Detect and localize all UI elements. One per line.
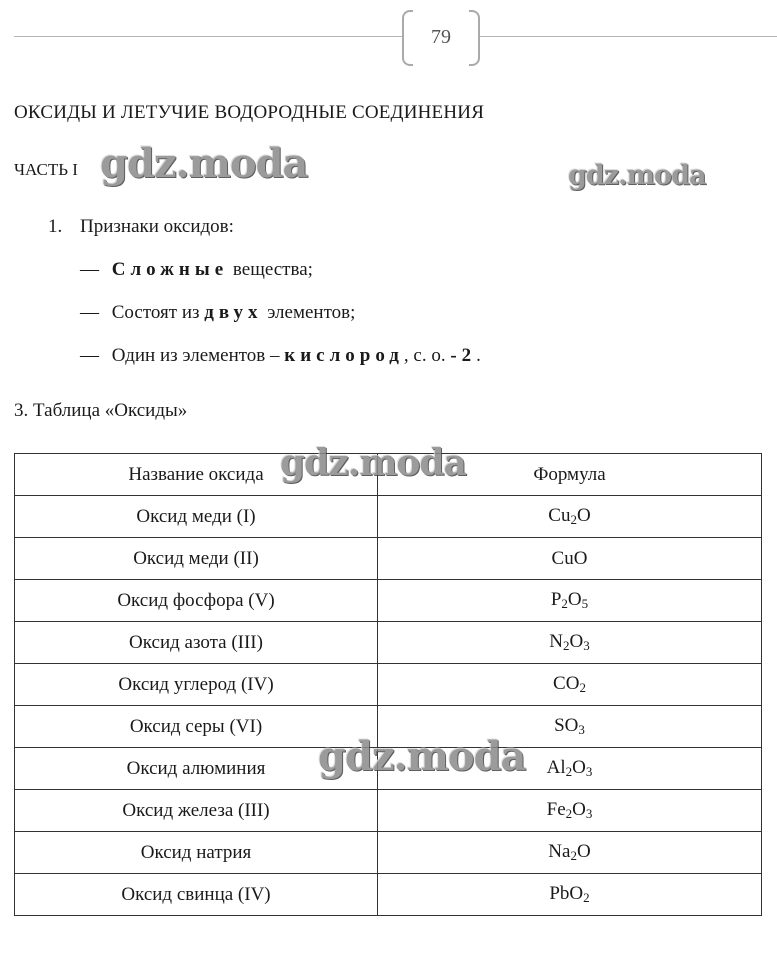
formula-symbol: CuO: [551, 547, 588, 569]
formula-subscript: 2: [565, 764, 573, 779]
answer-after: элементов;: [267, 302, 356, 323]
table-row: [15, 496, 762, 538]
answer-line-3: [80, 345, 481, 367]
formula-cell: [378, 874, 762, 916]
oxide-name-cell: Оксид меди (II): [15, 538, 378, 580]
watermark: gdz.moda: [318, 733, 526, 780]
oxide-name-cell: Оксид фосфора (V): [15, 580, 378, 622]
oxide-name-cell: Оксид свинца (IV): [15, 874, 378, 916]
formula-subscript: 3: [585, 806, 593, 821]
formula-symbol: O: [567, 589, 582, 610]
table-row: [15, 832, 762, 874]
formula-cell: [378, 622, 762, 664]
formula-subscript: 3: [583, 638, 590, 653]
watermark: gdz.moda: [280, 442, 466, 484]
formula-symbol: Fe: [546, 799, 566, 820]
oxide-name-cell: Оксид азота (III): [15, 622, 378, 664]
formula-subscript: 2: [565, 806, 573, 821]
watermark: gdz.moda: [100, 140, 308, 187]
formula-symbol: O: [572, 757, 586, 778]
section-heading: ОКСИДЫ И ЛЕТУЧИЕ ВОДОРОДНЫЕ СОЕДИНЕНИЯ: [14, 102, 485, 123]
table-row: [15, 580, 762, 622]
table-row: [15, 706, 762, 748]
table-row: [15, 622, 762, 664]
header-rule-right: [478, 36, 777, 37]
answer-tail: .: [476, 345, 481, 366]
formula-subscript: 2: [583, 890, 590, 905]
formula-subscript: 2: [563, 638, 570, 653]
table-row: [15, 790, 762, 832]
header-formula: Формула: [378, 454, 762, 496]
formula-symbol: N: [549, 631, 563, 652]
formula-cell: [378, 832, 762, 874]
oxides-table: [14, 453, 762, 916]
table-body: [15, 496, 762, 916]
oxide-name-cell: Оксид алюминия: [15, 748, 378, 790]
oxide-name-cell: Оксид серы (VI): [15, 706, 378, 748]
formula-symbol: Cu: [548, 505, 571, 526]
page-number: 79: [402, 10, 480, 64]
answer-after: вещества;: [232, 259, 313, 280]
formula-symbol: Al: [546, 757, 566, 778]
formula-subscript: 5: [581, 596, 589, 611]
dash: —: [80, 259, 99, 280]
dash: —: [80, 345, 99, 366]
table-header-row: [15, 454, 762, 496]
formula-symbol: O: [569, 631, 584, 652]
answer-before: Один из элементов –: [111, 345, 280, 366]
answer-filled: Сложные: [111, 259, 229, 280]
formula-cell: [378, 580, 762, 622]
answer-filled: двух: [204, 302, 263, 323]
formula-cell: [378, 748, 762, 790]
formula-cell: [378, 790, 762, 832]
formula-subscript: 2: [570, 848, 577, 863]
oxide-name-cell: Оксид углерод (IV): [15, 664, 378, 706]
watermark: gdz.moda: [568, 160, 706, 191]
item-1-text: Признаки оксидов:: [80, 216, 234, 237]
formula-cell: [378, 664, 762, 706]
oxide-name-cell: Оксид меди (I): [15, 496, 378, 538]
formula-subscript: 3: [585, 764, 593, 779]
table-row: [15, 748, 762, 790]
item-1-number: 1.: [48, 216, 63, 237]
formula-subscript: 2: [561, 596, 568, 611]
answer-after: , с. о.: [403, 345, 446, 366]
formula-symbol: O: [572, 799, 586, 820]
formula-symbol: O: [576, 841, 591, 862]
formula-symbol: SO: [554, 715, 579, 736]
answer-filled: кислород: [284, 345, 404, 366]
answer-before: Состоят из: [111, 302, 200, 323]
header-rule-left: [14, 36, 404, 37]
item-1: [48, 216, 234, 238]
formula-cell: [378, 538, 762, 580]
header-oxide-name: Название оксида: [15, 454, 378, 496]
table-title: 3. Таблица «Оксиды»: [14, 400, 188, 421]
oxide-name-cell: Оксид натрия: [15, 832, 378, 874]
table-row: [15, 874, 762, 916]
formula-cell: [378, 496, 762, 538]
formula-subscript: 3: [578, 722, 585, 737]
formula-cell: [378, 706, 762, 748]
formula-symbol: PbO: [549, 883, 584, 904]
table-row: [15, 664, 762, 706]
answer-line-1: [80, 259, 313, 281]
formula-symbol: P: [550, 589, 562, 610]
formula-symbol: CO: [553, 673, 580, 694]
formula-symbol: Na: [548, 841, 571, 862]
table-row: [15, 538, 762, 580]
part-label: ЧАСТЬ I: [14, 160, 78, 179]
formula-symbol: O: [576, 505, 591, 526]
dash: —: [80, 302, 99, 323]
formula-subscript: 2: [570, 512, 577, 527]
answer-filled-2: -2: [450, 345, 477, 366]
answer-line-2: [80, 302, 355, 324]
formula-subscript: 2: [579, 680, 586, 695]
oxide-name-cell: Оксид железа (III): [15, 790, 378, 832]
